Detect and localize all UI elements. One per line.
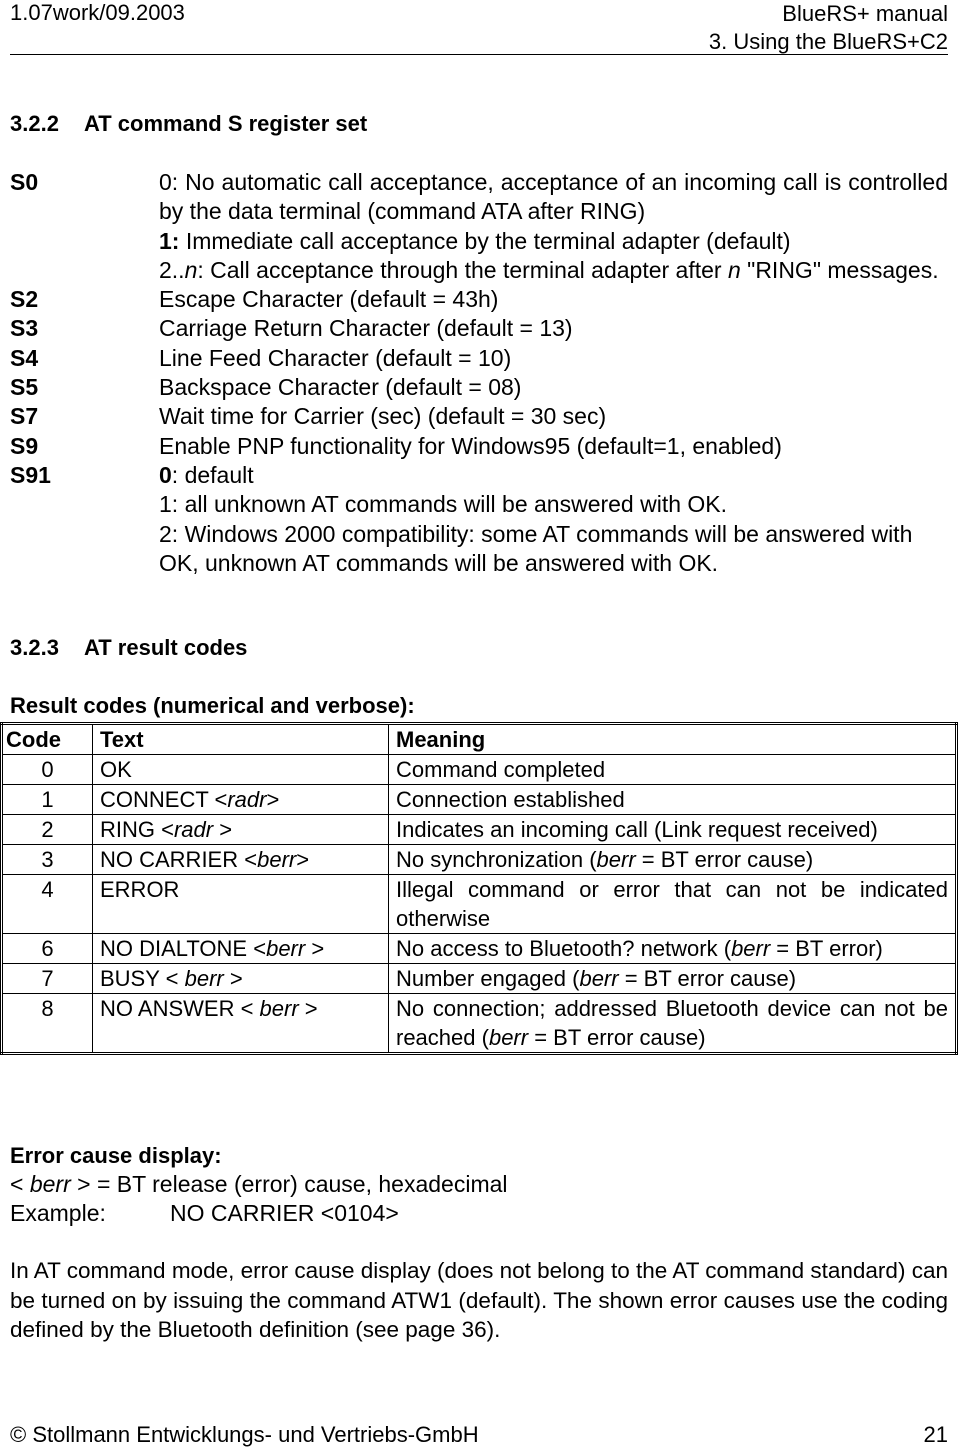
cell-text bbox=[93, 934, 389, 964]
cell-text bbox=[93, 755, 389, 785]
table-row bbox=[2, 964, 957, 994]
register-description bbox=[159, 168, 948, 285]
cell-meaning bbox=[389, 815, 957, 845]
cell-meaning-a: Command completed bbox=[396, 757, 606, 782]
header-manual-name: BlueRS+ manual bbox=[782, 1, 948, 26]
cell-meaning-a: Connection established bbox=[396, 787, 625, 812]
table-row bbox=[2, 845, 957, 875]
cell-text-a: NO ANSWER < bbox=[100, 996, 260, 1021]
cell-text bbox=[93, 845, 389, 875]
cell-meaning-a: Illegal command or error that can not be indicated otherwise bbox=[396, 877, 948, 931]
table-header-row bbox=[2, 724, 957, 755]
cell-text bbox=[93, 815, 389, 845]
s91-option-1: 1: all unknown AT commands will be answered with OK. bbox=[159, 491, 728, 518]
register-s2 bbox=[10, 285, 948, 314]
cell-code: 4 bbox=[2, 875, 93, 934]
table-row bbox=[2, 875, 957, 934]
register-description: Enable PNP functionality for Windows95 (default=1, enabled) bbox=[159, 432, 782, 459]
cell-meaning-var: berr bbox=[579, 966, 619, 991]
cell-meaning-a: No synchronization ( bbox=[396, 847, 597, 872]
table-row bbox=[2, 994, 957, 1054]
cell-text-a: RING < bbox=[100, 817, 174, 842]
header-manual-title bbox=[709, 0, 948, 56]
s0-option-0: 0: No automatic call acceptance, acceptance of an incoming call is controlled by the data terminal (command ATA after RING) bbox=[159, 169, 948, 225]
cell-code: 8 bbox=[2, 994, 93, 1054]
register-s3 bbox=[10, 314, 948, 343]
page-number: 21 bbox=[923, 1422, 948, 1447]
register-key: S2 bbox=[10, 286, 39, 313]
cell-meaning-a: No connection; addressed Bluetooth device can not be reached ( bbox=[396, 996, 948, 1050]
section-heading-result-codes bbox=[10, 635, 247, 661]
register-description: Backspace Character (default = 08) bbox=[159, 374, 522, 401]
section-title: AT command S register set bbox=[84, 111, 368, 136]
error-cause-example bbox=[10, 1199, 948, 1228]
register-s9 bbox=[10, 432, 948, 461]
cell-meaning-var: berr bbox=[596, 847, 636, 872]
cell-text-b: > bbox=[223, 966, 243, 991]
def-a: < bbox=[10, 1171, 30, 1197]
section-number: 3.2.3 bbox=[10, 635, 59, 660]
cell-meaning bbox=[389, 994, 957, 1054]
cell-code: 0 bbox=[2, 755, 93, 785]
register-key: S3 bbox=[10, 315, 39, 342]
cell-text-a: BUSY < bbox=[100, 966, 185, 991]
cell-text bbox=[93, 964, 389, 994]
footer-copyright: © Stollmann Entwicklungs- und Vertriebs-GmbH bbox=[10, 1422, 479, 1447]
table-row bbox=[2, 815, 957, 845]
cell-text bbox=[93, 785, 389, 815]
cell-code: 6 bbox=[2, 934, 93, 964]
cell-text-var: radr bbox=[173, 817, 214, 842]
cell-code: 3 bbox=[2, 845, 93, 875]
register-key: S4 bbox=[10, 344, 39, 371]
cell-text bbox=[93, 875, 389, 934]
register-description: Carriage Return Character (default = 13) bbox=[159, 315, 573, 342]
example-value: NO CARRIER <0104> bbox=[170, 1200, 399, 1226]
cell-text-b: > bbox=[298, 996, 318, 1021]
cell-text-var: berr bbox=[184, 966, 224, 991]
cell-text-b: > bbox=[305, 936, 325, 961]
s0-option-2 bbox=[159, 256, 948, 285]
cell-meaning-b: = BT error cause) bbox=[528, 1025, 706, 1050]
section-heading-s-registers bbox=[10, 111, 367, 137]
cell-meaning bbox=[389, 964, 957, 994]
table-row bbox=[2, 785, 957, 815]
register-s4 bbox=[10, 344, 948, 373]
cell-meaning-b: = BT error cause) bbox=[618, 966, 797, 991]
cell-text-var: radr bbox=[227, 787, 267, 812]
error-cause-label: Error cause display: bbox=[10, 1143, 222, 1168]
register-s0 bbox=[10, 168, 948, 285]
s0-option-1-key: 1: bbox=[159, 227, 180, 254]
column-header-text: Text bbox=[93, 724, 389, 755]
cell-meaning bbox=[389, 845, 957, 875]
register-description bbox=[159, 461, 948, 578]
cell-text bbox=[93, 994, 389, 1054]
def-var: berr bbox=[29, 1171, 71, 1197]
error-cause-section bbox=[10, 1141, 948, 1228]
register-s91 bbox=[10, 461, 948, 578]
cell-meaning-a: No access to Bluetooth? network ( bbox=[396, 936, 732, 961]
cell-code: 7 bbox=[2, 964, 93, 994]
table-row bbox=[2, 934, 957, 964]
cell-meaning bbox=[389, 934, 957, 964]
cell-meaning-var: berr bbox=[731, 936, 771, 961]
s91-option-0-key: 0 bbox=[159, 461, 172, 488]
result-codes-table bbox=[0, 722, 958, 1055]
header-rule bbox=[10, 54, 948, 55]
error-cause-definition bbox=[10, 1170, 948, 1199]
result-codes-label: Result codes (numerical and verbose): bbox=[10, 693, 415, 718]
register-key: S0 bbox=[10, 169, 39, 195]
s0-option-1-text: Immediate call acceptance by the terminal adapter (default) bbox=[179, 227, 791, 254]
cell-meaning-var: berr bbox=[488, 1025, 529, 1050]
cell-meaning bbox=[389, 755, 957, 785]
s0-option-2-var2: n bbox=[727, 256, 741, 283]
table-row bbox=[2, 755, 957, 785]
header-chapter: 3. Using the BlueRS+C2 bbox=[708, 29, 948, 54]
cell-meaning bbox=[389, 785, 957, 815]
cell-meaning-b: = BT error) bbox=[770, 936, 883, 961]
cell-text-a: OK bbox=[100, 757, 132, 782]
s0-option-2-var: n bbox=[184, 256, 198, 283]
register-s7 bbox=[10, 402, 948, 431]
cell-text-b: > bbox=[296, 847, 310, 872]
def-b: > = BT release (error) cause, hexadecimal bbox=[70, 1171, 508, 1197]
cell-text-a: NO DIALTONE < bbox=[100, 936, 267, 961]
section-number: 3.2.2 bbox=[10, 111, 59, 136]
s-register-list bbox=[10, 168, 948, 578]
column-header-code: Code bbox=[2, 724, 93, 755]
cell-text-b: > bbox=[213, 817, 233, 842]
cell-text-b: > bbox=[266, 787, 280, 812]
register-description: Line Feed Character (default = 10) bbox=[159, 344, 512, 371]
cell-text-a: NO CARRIER < bbox=[100, 847, 258, 872]
s91-option-0 bbox=[159, 461, 948, 490]
cell-text-var: berr bbox=[266, 936, 306, 961]
register-key: S91 bbox=[10, 461, 51, 488]
s0-option-2-tail: "RING" messages. bbox=[740, 256, 939, 283]
column-header-meaning: Meaning bbox=[389, 724, 957, 755]
header-doc-version: 1.07work/09.2003 bbox=[10, 0, 185, 25]
cell-meaning-a: Indicates an incoming call (Link request received) bbox=[396, 817, 878, 842]
cell-meaning bbox=[389, 875, 957, 934]
error-cause-paragraph: In AT command mode, error cause display (does not belong to the AT command standard) can be turned on by issuing the command ATW1 (default). The shown error causes use the coding defined by the Bluetooth definition (see page 36). bbox=[10, 1258, 948, 1342]
section-title: AT result codes bbox=[84, 635, 248, 660]
register-key: S9 bbox=[10, 432, 39, 459]
s0-option-2-key: 2.. bbox=[159, 256, 185, 283]
register-s5 bbox=[10, 373, 948, 402]
register-key: S5 bbox=[10, 374, 39, 401]
register-description: Escape Character (default = 43h) bbox=[159, 286, 499, 313]
cell-code: 2 bbox=[2, 815, 93, 845]
s0-option-2-text: : Call acceptance through the terminal adapter after bbox=[197, 256, 728, 283]
register-description: Wait time for Carrier (sec) (default = 30 sec) bbox=[159, 403, 607, 430]
register-key: S7 bbox=[10, 403, 39, 430]
cell-meaning-b: = BT error cause) bbox=[635, 847, 814, 872]
cell-code: 1 bbox=[2, 785, 93, 815]
cell-text-var: berr bbox=[259, 996, 299, 1021]
cell-meaning-a: Number engaged ( bbox=[396, 966, 580, 991]
example-label: Example: bbox=[10, 1200, 106, 1226]
s0-option-1 bbox=[159, 227, 948, 256]
s91-option-0-text: : default bbox=[171, 461, 254, 488]
cell-text-a: ERROR bbox=[100, 877, 180, 902]
cell-text-var: berr bbox=[257, 847, 297, 872]
cell-text-a: CONNECT < bbox=[100, 787, 228, 812]
s91-option-2: 2: Windows 2000 compatibility: some AT commands will be answered with OK, unknown AT commands will be answered with OK. bbox=[159, 520, 913, 576]
